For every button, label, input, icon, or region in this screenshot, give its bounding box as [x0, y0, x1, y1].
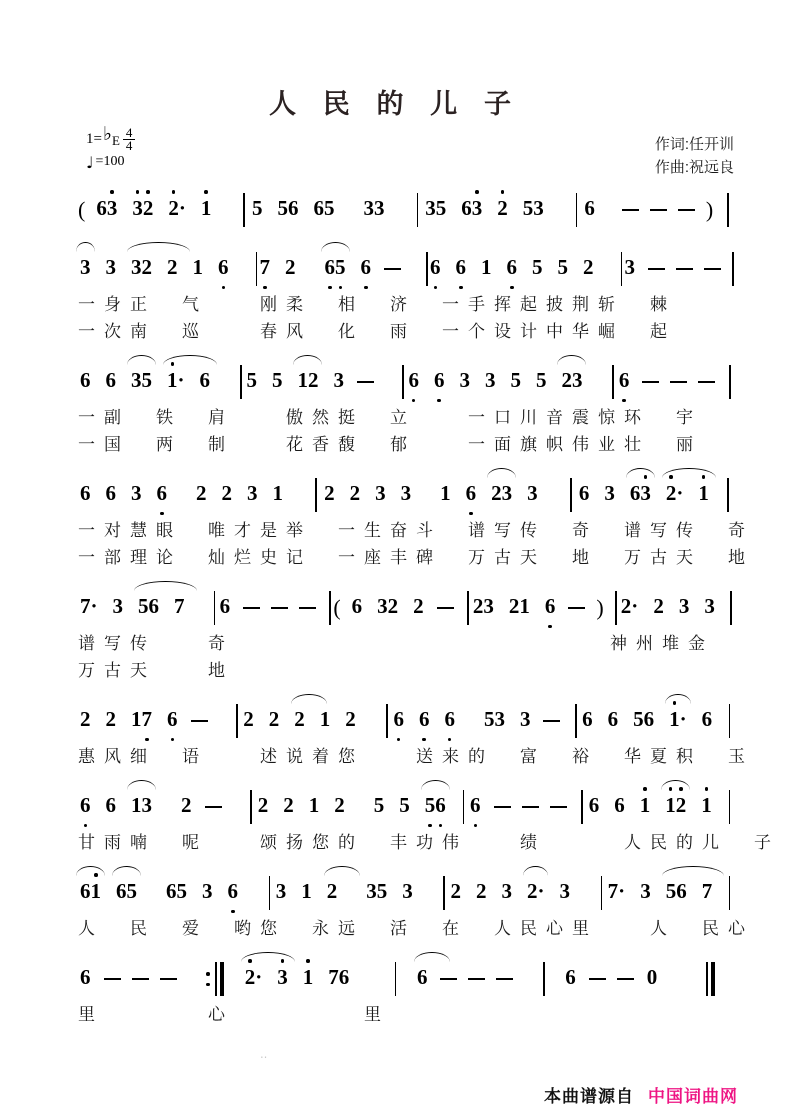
lyrics-text: 一副 铁 肩 傲然挺 立 一口川音震惊环 宇	[78, 408, 702, 427]
note: 1	[481, 255, 492, 279]
note: 2	[325, 879, 340, 907]
note: 5 6	[423, 793, 448, 821]
note: 1	[302, 965, 314, 989]
note: 6	[470, 793, 481, 817]
note: 2	[243, 707, 254, 731]
note: 6	[105, 481, 116, 505]
note: 0	[646, 965, 658, 989]
note: 1	[440, 481, 451, 505]
lyrics-text: 一身正 气 刚柔 相 济 一手挥起披荆斩 棘	[78, 295, 676, 314]
note: 5	[246, 368, 257, 392]
note: 1 ·	[667, 707, 689, 735]
lyrics-text: 人 民 爱 哟您 永远 活 在 人民心里 人 民心	[78, 919, 754, 938]
barline	[543, 962, 545, 996]
note: 2	[196, 481, 207, 505]
note: 6	[465, 481, 477, 505]
note: 2 3	[559, 368, 584, 396]
lyrics-text: 一部理论 灿烂史记 一座丰碑 万古天 地 万古天 地	[78, 548, 754, 567]
note: 6	[433, 368, 445, 392]
note: 6	[80, 793, 91, 817]
note: 2	[653, 594, 664, 618]
note: 6	[444, 707, 455, 731]
note: 3	[678, 594, 690, 618]
note: 6	[351, 594, 363, 618]
note: 2	[105, 707, 116, 731]
meter-denominator: 4	[125, 137, 133, 153]
barline	[443, 876, 445, 910]
note: 5	[532, 255, 543, 279]
score-header	[86, 123, 734, 187]
note: 2	[285, 255, 296, 279]
note: 6 3	[461, 196, 483, 220]
note: 6 5	[323, 255, 348, 283]
note: 6	[167, 707, 178, 731]
lyrics-text: 一次南 巡 春风 化 雨 一个设计中华崛 起	[78, 322, 676, 341]
note: 6	[156, 481, 167, 505]
note: 6	[614, 793, 625, 817]
barline	[601, 876, 603, 910]
composer-credit: 作曲:祝远良	[654, 159, 734, 176]
note: 1	[301, 879, 312, 903]
lyrics-text-right: 神州堆金	[610, 634, 714, 653]
note: 6	[418, 707, 430, 731]
note: 6	[80, 368, 91, 392]
dash-note	[243, 607, 260, 609]
note: 6	[607, 707, 619, 731]
note: 6	[544, 594, 556, 618]
note: 6	[219, 594, 231, 618]
dash-note	[704, 268, 721, 270]
barline	[729, 704, 731, 738]
note: 2 ·	[620, 594, 639, 618]
note: 3	[402, 879, 413, 903]
dash-note	[132, 978, 149, 980]
note: 6 5	[166, 879, 187, 903]
barline	[615, 591, 617, 625]
note: 2	[292, 707, 307, 735]
note: 5 3	[522, 196, 544, 220]
note: 3	[131, 481, 142, 505]
barline	[214, 591, 216, 625]
dash-note	[617, 978, 634, 980]
note: 1	[698, 481, 709, 505]
note: 6	[430, 255, 441, 279]
barline	[315, 478, 317, 512]
note: 3	[484, 368, 496, 392]
key-line	[86, 123, 135, 153]
dash-note	[550, 806, 567, 808]
barline	[243, 193, 245, 227]
note: 3	[333, 368, 344, 392]
note: 6	[408, 368, 419, 392]
watermark-mark: ‥	[260, 1049, 270, 1061]
note: 3	[275, 879, 287, 903]
note: 1	[272, 481, 283, 505]
note: 5 6	[633, 707, 655, 731]
lyrics-text: 一国 两 制 花香馥 郁 一面旗帜伟业壮 丽	[78, 435, 702, 454]
note: 3 2	[132, 196, 154, 220]
note: 6 5	[114, 879, 139, 907]
lyrics-row	[78, 403, 734, 430]
barline	[395, 962, 397, 996]
lyrics-row	[78, 914, 754, 941]
note: 1	[701, 793, 712, 817]
barline	[730, 591, 732, 625]
note: 3	[277, 965, 288, 989]
dash-note	[160, 978, 177, 980]
dash-note	[648, 268, 665, 270]
dash-note	[670, 381, 687, 383]
score-body	[0, 187, 790, 1027]
barline	[612, 365, 614, 399]
notation-row	[78, 474, 734, 516]
dash-note	[191, 720, 208, 722]
flat-icon: ♭	[102, 123, 112, 145]
notation-row	[78, 189, 734, 231]
tempo-value: =100	[95, 154, 125, 169]
lyrics-row	[78, 516, 754, 543]
notation-row	[78, 872, 734, 914]
dash-note	[522, 806, 539, 808]
note: 3 3	[363, 196, 385, 220]
note: 2	[345, 707, 356, 731]
song-title: 人 民 的 儿 子	[269, 89, 521, 119]
tempo-line	[86, 151, 135, 173]
lyrics-row	[78, 1000, 734, 1027]
note: 2 ·	[525, 879, 547, 907]
barline	[727, 193, 729, 227]
footer-source	[544, 1082, 738, 1107]
score-line	[78, 872, 754, 941]
barline	[581, 790, 583, 824]
meter-numerator: 4	[123, 127, 136, 140]
note: 6 3	[628, 481, 653, 509]
lyricist-credit: 作词:任开训	[654, 136, 734, 153]
note: 5	[271, 368, 283, 392]
note: 5 3	[483, 707, 505, 731]
note: 6 3	[96, 196, 118, 220]
note: 2	[268, 707, 280, 731]
notation-row	[78, 248, 734, 290]
note: 2 3	[489, 481, 514, 509]
open-paren: (	[333, 595, 341, 620]
dash-note	[205, 806, 222, 808]
note: 2	[257, 793, 269, 817]
tonic-letter: E	[111, 133, 120, 148]
note: 2 ·	[168, 196, 186, 220]
note: 1 2	[295, 368, 320, 396]
dash-note	[468, 978, 485, 980]
note: 3	[704, 594, 715, 618]
lyrics-row	[78, 629, 734, 656]
note: 1 7	[131, 707, 152, 731]
note: 1	[200, 196, 212, 220]
open-paren: (	[78, 197, 86, 222]
barline	[386, 704, 388, 738]
note: 2	[283, 793, 294, 817]
barline	[402, 365, 404, 399]
note: 1	[639, 793, 651, 817]
lyrics-text: 甘雨喃 呢 颂扬您的 丰功伟 绩 人民的儿 子	[78, 833, 780, 852]
barline	[467, 591, 469, 625]
note: 2 ·	[664, 481, 686, 509]
score-line	[78, 474, 754, 570]
note: 3 5	[129, 368, 154, 396]
note: 6	[701, 707, 713, 731]
note: 6 1	[78, 879, 103, 907]
dash-note	[678, 209, 695, 211]
notation-row	[78, 587, 734, 629]
notation-row	[78, 361, 734, 403]
note: 1 ·	[165, 368, 187, 396]
note: 3	[78, 255, 93, 283]
dash-note	[440, 978, 457, 980]
note: 5	[535, 368, 547, 392]
note: 6	[105, 793, 116, 817]
note: 1 2	[663, 793, 688, 821]
score-line	[78, 958, 734, 1027]
note: 6	[393, 707, 404, 731]
dash-note	[622, 209, 639, 211]
lyrics-row	[78, 828, 780, 855]
barline	[417, 193, 419, 227]
note: 3	[501, 879, 512, 903]
note: 6	[618, 368, 630, 392]
note: 6	[80, 965, 91, 989]
lyrics-row	[78, 430, 734, 457]
note: 1	[319, 707, 331, 731]
notation-row	[78, 786, 734, 828]
barline	[727, 478, 729, 512]
score-line	[78, 248, 734, 344]
lyrics-row	[78, 742, 754, 769]
notation-row	[78, 700, 734, 742]
note: 2	[497, 196, 508, 220]
note: 6	[80, 481, 91, 505]
note: 3	[202, 879, 213, 903]
dash-note	[650, 209, 667, 211]
barline	[729, 876, 731, 910]
note: 5 6	[664, 879, 689, 907]
repeat-barline	[206, 962, 224, 996]
lyrics-row	[78, 656, 734, 683]
barline	[240, 365, 242, 399]
dash-note	[271, 607, 288, 609]
note: 2	[334, 793, 345, 817]
dash-note	[496, 978, 513, 980]
lyrics-text: 万古天 地	[78, 661, 234, 680]
quarter-note-icon: ♩	[86, 152, 94, 172]
lyrics-row	[78, 317, 734, 344]
note: 7	[701, 879, 713, 903]
final-barline	[703, 962, 716, 996]
note: 5	[557, 255, 568, 279]
score-line	[78, 786, 780, 855]
repeat-dots	[206, 972, 210, 986]
note: 5	[399, 793, 410, 817]
note: 5	[373, 793, 385, 817]
barline	[570, 478, 572, 512]
note: 6	[506, 255, 517, 279]
note: 6	[584, 196, 595, 220]
dash-note	[589, 978, 606, 980]
note: 6	[227, 879, 238, 903]
note: 3	[604, 481, 615, 505]
note: 3	[247, 481, 258, 505]
lyrics-row	[78, 290, 734, 317]
note: 2	[413, 594, 424, 618]
note: 2 3	[472, 594, 494, 618]
score-line	[78, 361, 734, 457]
note: 5	[252, 196, 263, 220]
note: 7	[174, 594, 185, 618]
note: 2	[450, 879, 461, 903]
dash-note	[104, 978, 121, 980]
note: 7 6	[328, 965, 350, 989]
credits	[655, 133, 734, 179]
note: 6	[565, 965, 576, 989]
note: 1	[308, 793, 320, 817]
note: 1	[192, 255, 203, 279]
note: 2	[349, 481, 361, 505]
dash-note	[543, 720, 560, 722]
note: 3	[640, 879, 651, 903]
note: 5 6	[136, 594, 161, 622]
note: 6 5	[313, 196, 335, 220]
barline	[576, 193, 578, 227]
note: 3	[375, 481, 386, 505]
barline	[329, 591, 331, 625]
source-site-name: 中国词曲网	[648, 1087, 738, 1106]
barline	[250, 790, 252, 824]
dash-note	[698, 381, 715, 383]
note: 3	[459, 368, 470, 392]
barline	[269, 876, 271, 910]
note: 6	[578, 481, 590, 505]
note: 6	[588, 793, 600, 817]
note: 3	[527, 481, 538, 505]
note: 3	[559, 879, 570, 903]
lyrics-text: 一对慧眼 唯才是举 一生奋斗 谱写传 奇 谱写传 奇	[78, 521, 754, 540]
note: 2	[475, 879, 487, 903]
note: 2	[181, 793, 192, 817]
dash-note	[568, 607, 585, 609]
note: 3	[519, 707, 531, 731]
barline	[575, 704, 577, 738]
note: 6	[105, 368, 116, 392]
note: 5	[510, 368, 521, 392]
note: 3 2	[377, 594, 399, 618]
dash-note	[299, 607, 316, 609]
key-signature-block	[86, 123, 135, 173]
note: 2	[583, 255, 594, 279]
note: 2	[221, 481, 232, 505]
scale-prefix: 1=	[86, 130, 102, 147]
note: 2 1	[508, 594, 530, 618]
barline	[729, 365, 731, 399]
barline	[729, 790, 731, 824]
note: 6	[582, 707, 593, 731]
note: 7 ·	[80, 594, 98, 618]
note: 7	[259, 255, 270, 279]
source-prefix: 本曲谱源自	[544, 1087, 634, 1106]
note: 3 5	[425, 196, 447, 220]
note: 2	[80, 707, 91, 731]
note: 6	[199, 368, 211, 392]
close-paren: )	[596, 595, 604, 620]
note: 3	[105, 255, 116, 279]
dash-note	[494, 806, 511, 808]
note: 5 6	[277, 196, 299, 220]
time-signature	[123, 124, 136, 153]
score-line	[78, 189, 734, 231]
score-line	[78, 700, 754, 769]
barline	[732, 252, 734, 286]
close-paren: )	[705, 197, 714, 222]
barline	[236, 704, 238, 738]
dash-note	[437, 607, 454, 609]
dash-note	[642, 381, 659, 383]
note: 2	[167, 255, 178, 279]
note: 7 ·	[607, 879, 626, 903]
barline	[463, 790, 465, 824]
note: 2	[324, 481, 335, 505]
lyrics-row	[78, 543, 754, 570]
note: 1 3	[129, 793, 154, 821]
note: 3	[624, 255, 635, 279]
dash-note	[357, 381, 374, 383]
note: 6	[218, 255, 229, 279]
dash-note	[676, 268, 693, 270]
note: 3	[400, 481, 412, 505]
lyrics-text: 里 心 里	[78, 1005, 390, 1024]
lyrics-text: 惠风细 语 述说着您 送来的 富 裕 华夏积 玉	[78, 747, 754, 766]
note: 6	[415, 965, 430, 993]
note: 2 ·	[243, 965, 265, 993]
note: 3 5	[366, 879, 388, 903]
score-line	[78, 587, 734, 683]
note: 6	[360, 255, 371, 279]
note: 3	[112, 594, 124, 618]
dash-note	[384, 268, 401, 270]
notation-row	[78, 958, 734, 1000]
note: 6	[455, 255, 466, 279]
note: 3 2	[129, 255, 154, 283]
lyrics-text: 谱写传 奇	[78, 634, 234, 653]
